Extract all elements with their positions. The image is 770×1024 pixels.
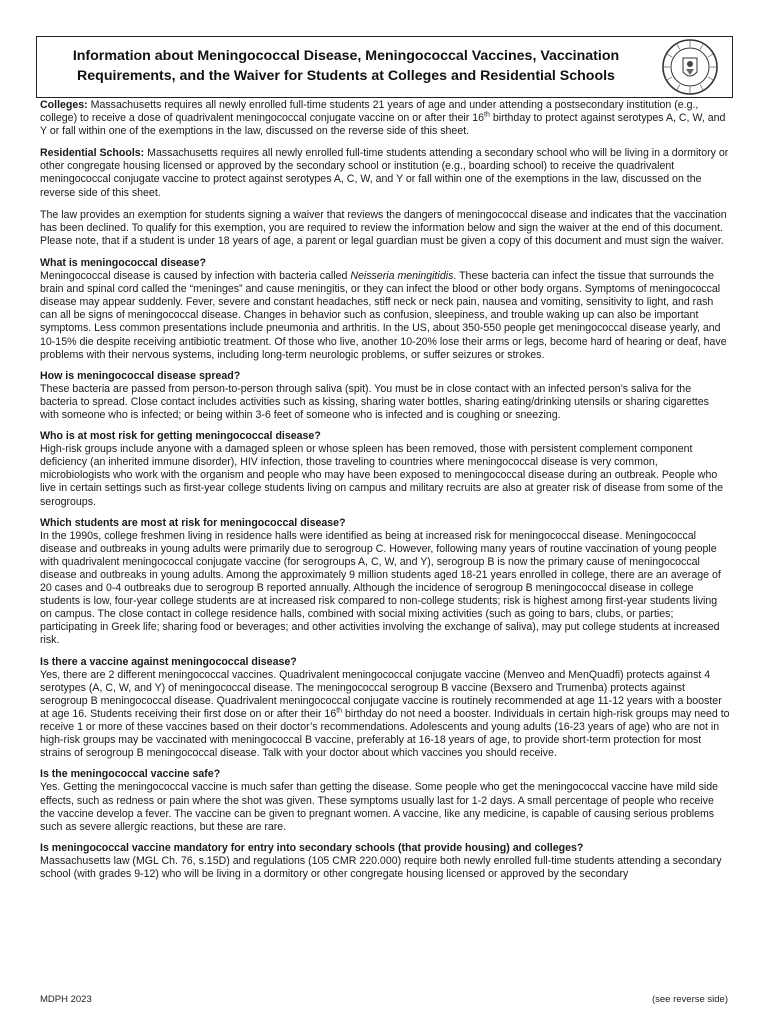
- section-what: [40, 257, 730, 362]
- section-safe: [40, 768, 730, 833]
- section-students-heading: Which students are most at risk for meningococcal disease?: [40, 516, 346, 529]
- bacteria-name: Neisseria meningitidis: [350, 270, 454, 283]
- section-what-text-a: Meningococcal disease is caused by infection with bacteria called: [40, 270, 351, 283]
- section-spread: [40, 370, 730, 422]
- colleges-text-b: birthday to protect against serotypes A, C, W, and Y or fall within one of the exemptions in the law, discussed on the reverse side of this sheet.: [40, 112, 726, 138]
- document-title: Information about Meningococcal Disease, Meningococcal Vaccines, Vaccination Requirements, and the Waiver for Students at Colleges and Residential Schools: [72, 48, 620, 84]
- section-risk-text: High-risk groups include anyone with a damaged spleen or whose spleen has been removed, those with persistent complement component deficiency (an inherited immune disorder), HIV infection, those traveling to countries where meningococcal disease is very common, microbiologists who work with the organism and people who may have been exposed to meningococcal disease during an outbreak. People who live in certain settings such as first-year college students living on campus and military recruits are also at greater risk of disease from some of the serogroups.: [40, 443, 724, 508]
- section-vaccine-text: [40, 669, 730, 761]
- section-what-text: [40, 270, 730, 362]
- residential-lead: Residential Schools:: [40, 147, 145, 160]
- section-vaccine-sup: th: [336, 707, 343, 715]
- section-what-heading: What is meningococcal disease?: [40, 256, 207, 269]
- residential-paragraph: [40, 147, 730, 199]
- section-vaccine: [40, 656, 730, 761]
- document-header: [36, 36, 733, 98]
- colleges-paragraph: [40, 99, 730, 138]
- section-vaccine-text-a: Yes, there are 2 different meningococcal vaccines. Quadrivalent meningococcal conjugate vaccine (Menveo and MenQuadfi) protects against 4 serotypes (A, C, W, and Y) of meningococcal disease. The meningococcal serogroup B vaccine (Bexsero and Trumenba) protects against serogroup B meningococcal disease. Quadrivalent meningococcal conjugate vaccine is routinely recommended at age 11-12 years with a booster at age 16. Students receiving their first dose on or after their 16: [40, 668, 722, 720]
- section-spread-heading: How is meningococcal disease spread?: [40, 369, 241, 382]
- residential-text: Massachusetts requires all newly enrolled full-time students attending a secondary school who will be living in a dormitory or other congregate housing licensed or approved by the secondary school or institution (e.g., boarding school) to receive the quadrivalent meningococcal conjugate vaccine to protect against serotypes A, C, W, and Y or fall within one of the exemptions in the law, discussed on the reverse side of this sheet.: [40, 147, 729, 199]
- footer-agency: MDPH 2023: [40, 994, 92, 1005]
- section-spread-text: These bacteria are passed from person-to-person through saliva (spit). You must be in close contact with an infected person’s saliva for the bacteria to spread. Close contact includes activities such as kissing, sharing water bottles, sharing eating/drinking utensils or sharing cigarettes with someone who is infected; or being within 3-6 feet of someone who is infected and is coughing or sneezing.: [40, 382, 709, 421]
- section-safe-text: Yes. Getting the meningococcal vaccine is much safer than getting the disease. Some people who get the meningococcal vaccine have mild side effects, such as redness or pain where the shot was given. These symptoms usually last for 1-2 days. A small percentage of people who receive the vaccine develop a fever. The vaccine can be given to pregnant women. A vaccine, like any medicine, is capable of causing serious problems such as severe allergic reactions, but these are rare.: [40, 781, 719, 833]
- law-paragraph: The law provides an exemption for students signing a waiver that reviews the dangers of meningococcal disease and indicates that the vaccination has been declined. To qualify for this exemption, you are required to review the information below and sign the waiver at the end of this document. Please note, that if a student is under 18 years of age, a parent or legal guardian must be given a copy of this document and must sign the waiver.: [40, 208, 727, 247]
- colleges-lead: Colleges:: [40, 99, 88, 111]
- section-mandatory-heading: Is meningococcal vaccine mandatory for entry into secondary schools (that provide housing) and colleges?: [40, 841, 584, 854]
- section-safe-heading: Is the meningococcal vaccine safe?: [40, 768, 221, 781]
- section-students-text: In the 1990s, college freshmen living in residence halls were identified as being at increased risk for meningococcal disease. Meningococcal disease and outbreaks in young adults were primarily due to serogroup C. However, following many years of routine vaccination of young people with quadrivalent meningococcal conjugate vaccine (for serogroups A, C, W, and Y), serogroup B is now the primary cause of meningococcal disease and outbreaks in young adults. Among the approximately 9 million students aged 18-21 years enrolled in college, there are an average of 20 cases and 0-4 outbreaks due to serogroup B reported annually. Although the incidence of serogroup B meningococcal disease in college students is low, four-year college students are at increased risk compared to non-college students; risk is highest among first-year students living on campus. The close contact in college residence halls, combined with social mixing activities (such as going to bars, clubs, or parties; participating in Greek life; sharing food or beverages; and other activities involving the exchange of saliva), may put college students at increased risk.: [40, 529, 721, 647]
- section-students: [40, 517, 730, 648]
- section-risk: [40, 430, 730, 509]
- section-what-text-b: . These bacteria can infect the tissue that surrounds the brain and spinal cord called the “meninges” and cause meningitis, or they can infect the blood or other body organs. Symptoms of meningococcal disease may appear suddenly. Fever, severe and constant headaches, stiff neck or neck pain, nausea and vomiting, sensitivity to light, and rash can all be signs of meningococcal disease. Changes in behavior such as confusion, sleepiness, and trouble waking up can also be important symptoms. Less common presentations include pneumonia and arthritis. In the US, about 350-550 people get meningococcal disease yearly, and 10-15% die despite receiving antibiotic treatment. Of those who live, another 10-20% lose their arms or legs, become hard of hearing or deaf, have problems with their nervous systems, including long-term neurologic problems, or suffer seizures or strokes.: [40, 270, 727, 361]
- colleges-text-a: Massachusetts requires all newly enrolled full-time students 21 years of age and under attending a postsecondary institution (e.g., college) to receive a dose of quadrivalent meningococcal conjugate vaccine on or after their 16: [40, 99, 699, 125]
- section-mandatory: [40, 842, 730, 881]
- colleges-sup: th: [484, 111, 490, 119]
- section-mandatory-text: Massachusetts law (MGL Ch. 76, s.15D) and regulations (105 CMR 220.000) require both newly enrolled full-time students attending a secondary school (with grades 9-12) who will be living in a dormitory or other congregate housing licensed or approved by the secondary: [40, 854, 722, 880]
- document-body: [40, 99, 730, 889]
- section-vaccine-heading: Is there a vaccine against meningococcal disease?: [40, 655, 297, 668]
- section-risk-heading: Who is at most risk for getting meningococcal disease?: [40, 430, 321, 443]
- state-seal-icon: [653, 38, 727, 96]
- footer-see-reverse: (see reverse side): [651, 994, 728, 1005]
- section-vaccine-text-b: birthday do not need a booster. Individuals in certain high-risk groups may need to receive 1 or more of these vaccines based on their doctor’s recommendations. Adolescents and young adults (16-23 years of age) who are not in high-risk groups may be vaccinated with meningococcal B vaccine, preferably at 16-18 years of age, to provide short-term protection for most strains of serogroup B meningococcal disease. Talk with your doctor about which vaccines you should receive.: [40, 707, 730, 760]
